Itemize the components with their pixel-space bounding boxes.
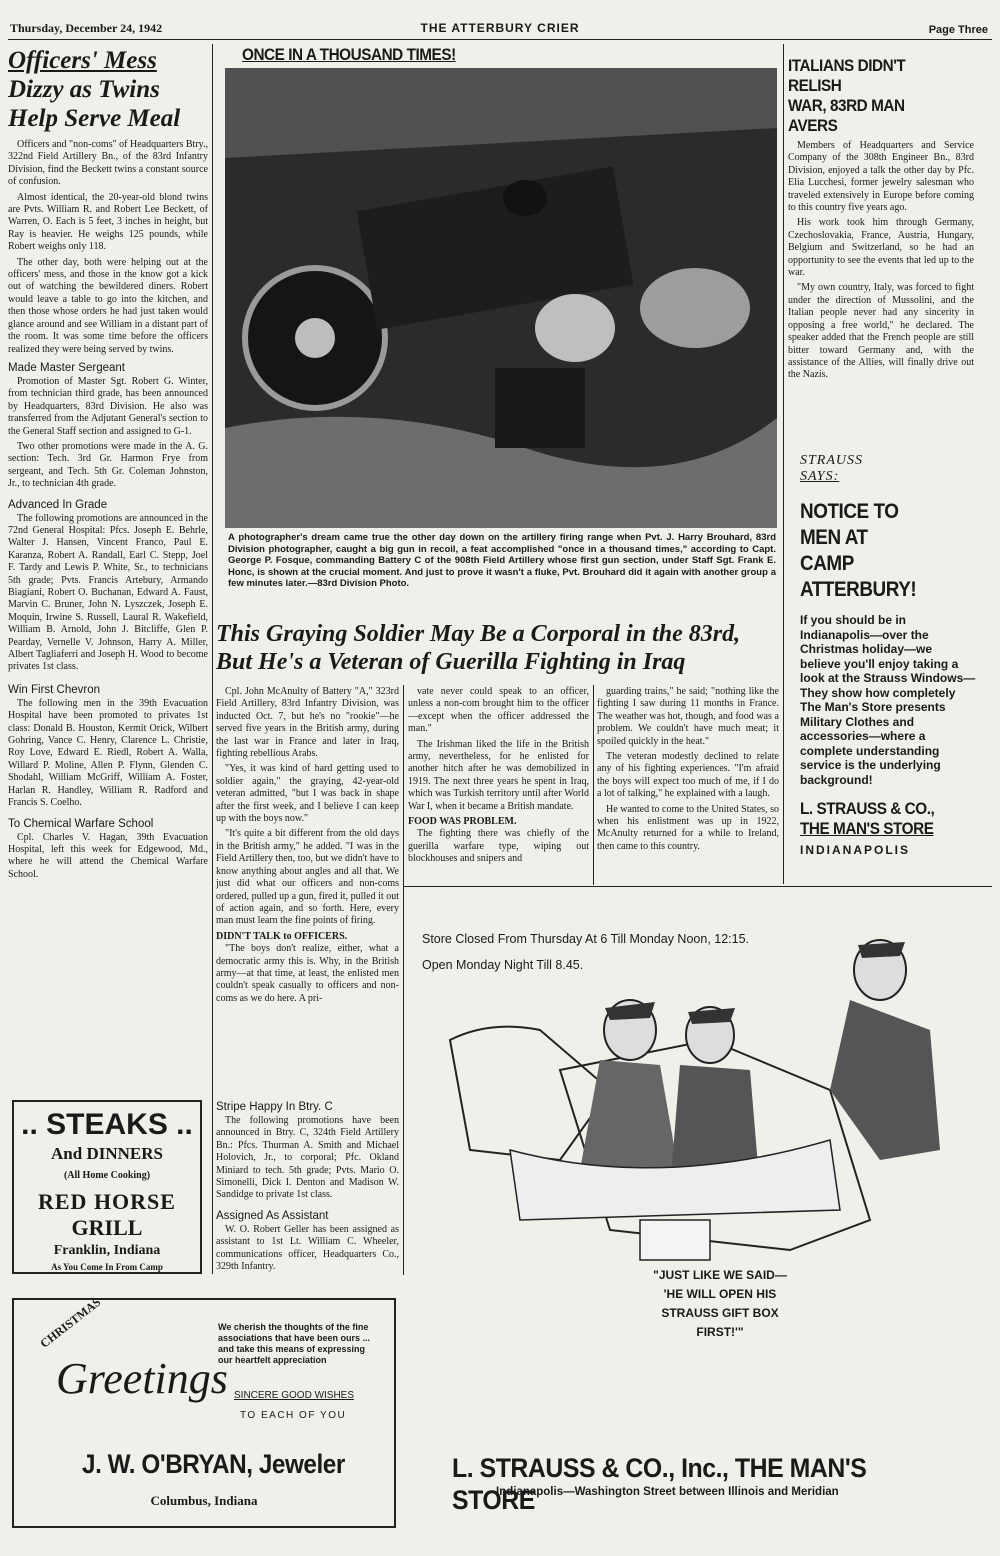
- headline-line: Help Serve Meal: [8, 105, 181, 132]
- chevron-story: [8, 698, 208, 810]
- christmas-label: CHRISTMAS: [37, 1294, 104, 1351]
- strauss-kicker: STRAUSS: [800, 453, 863, 468]
- chem-head: To Chemical Warfare School: [8, 817, 154, 830]
- steaks-ad: [12, 1100, 202, 1274]
- paragraph: The fighting there was chiefly of the guerilla warfare type, wiping out blockhouses and snipers and: [408, 828, 589, 865]
- officers-headline: [8, 46, 208, 133]
- italians-headline: [788, 56, 955, 136]
- iraq-headline: [216, 620, 786, 676]
- paragraph: The other day, both were helping out at the officers' mess, and those in the know got a kick out of watching the bewildered diners. Robert would leave a table to go into the kitchen, and then those whose orders he had just taken would glance around and see William in a distant part of the room. It was some time before the officers realized they were being served by twins.: [8, 256, 208, 355]
- rule-iraq-1: [403, 685, 404, 1275]
- photo-headline: ONCE IN A THOUSAND TIMES!: [242, 45, 456, 64]
- quote-line: "JUST LIKE WE SAID—: [653, 1268, 787, 1282]
- obryan-to-each: TO EACH OF YOU: [240, 1410, 347, 1421]
- rule-above-ad: [404, 886, 992, 887]
- headline-line: MEN AT: [800, 526, 868, 549]
- photo-caption: A photographer's dream came true the other day down on the artillery firing range when Pvt. J. Harry Brouhard, 83rd Division photographer, caught a big gun in recoil, a feat accomplished "once in a thousand times," according to Capt. George P. Fosque, commanding Battery C of the 908th Field Artillery whose first gun section, under Staff Sgt. Frank E. Honc, is shown at the crucial moment. And just to prove it wasn't a fluke, Pvt. Brouhard did it again with another group a few minutes later.—83rd Division Photo.: [228, 532, 776, 589]
- advanced-story: [8, 513, 208, 674]
- paragraph: The following men in the 39th Evacuation Hospital have been promoted to privates 1st class: Donald B. Houston, Kermit Orick, Wilbert Gohring, Vance C. Henry, Clarence L. Christie, Roy Love, Edward E. Riedl, Robert A. Walla, Willard P. Moline, Allen P. Flynn, Glenden C. Shodahl, William McGriff, William A. Foster, Harlan R. Handley, William R. Radford and Francis S. Coelho.: [8, 697, 208, 809]
- grill-tagline: As You Come In From Camp: [51, 1262, 163, 1272]
- stripe-story: [216, 1101, 399, 1276]
- soldiers-illustration: [410, 890, 992, 1310]
- headline-line: WAR, 83RD MAN AVERS: [788, 96, 905, 135]
- notice-headline: [800, 499, 958, 603]
- issue-date: Thursday, December 24, 1942: [10, 21, 163, 35]
- quote-line: FIRST!'": [696, 1325, 744, 1339]
- strauss-notice-body: If you should be in Indianapolis—over the Christmas holiday—we believe you'll enjoy taking a look at the Strauss Windows—They show how completely The Man's Store presents Military Clothes and accessories—where a complete understanding service is the underlying background!: [800, 613, 976, 787]
- paragraph: vate never could speak to an officer, unless a non-com brought him to the officer—except when the officer addressed the man.": [408, 686, 589, 735]
- paragraph: W. O. Robert Geller has been assigned as assistant to 1st Lt. William C. Wheeler, communications officer, Headquarters Co., 329th Infantry.: [216, 1223, 399, 1273]
- headline-line: THE MAN'S STORE: [800, 819, 934, 838]
- obryan-ad: [12, 1294, 396, 1528]
- strauss-quote: [590, 1266, 850, 1342]
- strauss-name: L. STRAUSS & CO., Inc., THE MAN'S STORE: [452, 1453, 867, 1515]
- grill-name-1: RED HORSE: [38, 1189, 176, 1214]
- steaks-title: .. STEAKS ..: [21, 1108, 193, 1141]
- headline-line: L. STRAUSS & CO.,: [800, 799, 935, 818]
- obryan-message: We cherish the thoughts of the fine associations that have been ours ... and take this means of expressing our heartfelt appreciation: [218, 1322, 371, 1365]
- steaks-home-cooking: (All Home Cooking): [63, 1170, 151, 1181]
- headline-line: CAMP ATTERBURY!: [800, 552, 917, 601]
- rule-col1: [212, 44, 213, 1274]
- rule-col-right: [783, 44, 784, 884]
- assigned-head: Assigned As Assistant: [216, 1209, 329, 1222]
- paragraph: Almost identical, the 20-year-old blond twins are Pvts. William R. and Robert Lee Beckett, of Warren, O. Each is 5 feet, 3 inches in height, but Ray is heavier. He weighs 125 pounds, while Robert weighs only 118.: [8, 191, 208, 253]
- rule-iraq-2: [593, 685, 594, 885]
- iraq-subhead-officers: DIDN'T TALK to OFFICERS.: [216, 930, 348, 942]
- page-number: Page Three: [928, 24, 988, 36]
- grill-name-2: GRILL: [71, 1215, 143, 1240]
- chevron-head: Win First Chevron: [8, 683, 101, 696]
- paragraph: The following promotions are announced in the 72nd General Hospital: Pfcs. Joseph E. Behrle, Walter J. Hansen, Vincent Franco, Paul E. Karanza, Robert A. Randall, Earl C. Stepp, Joel F. Tardy and Lewis P. White, Sr., to technicians 5th grade; Pvts. Francis Artebury, Armando Biagiani, Robert O. Buchanan, Edward A. Faust, Marvin C. Bruner, John N. Lyszczek, Joseph E. Moquin, Irwine S. Russell, Laural R. Wakefield, William B. Arnold, John J. Bitcliffe, Glen P. Pearday, Vernelle V. Johnson, Harry A. Miller, Albert Tagliaferri and Joseph H. Wood to become privates 1st class.: [8, 512, 208, 673]
- artillery-photo: [225, 68, 777, 528]
- stripe-head: Stripe Happy In Btry. C: [216, 1101, 333, 1113]
- paragraph: "My own country, Italy, was forced to fight under the direction of Mussolini, and the Italian people never had any sincerity in opposing a free world," he declared. The speaker added that the French people are still bitter toward Germany and, with the assistance of the Allies, will finally drive out the Nazis.: [788, 282, 974, 381]
- headline-line: Officers' Mess: [8, 47, 157, 74]
- officers-story: [8, 139, 208, 356]
- strauss-address: Indianapolis—Washington Street between Illinois and Meridian: [496, 1486, 839, 1498]
- paragraph: "Yes, it was kind of hard getting used to soldier again," the graying, 42-year-old veteran admitted, "but I was back in shape after the first week, and I believe I can keep up with the boys now.": [216, 763, 399, 825]
- paper-name: THE ATTERBURY CRIER: [420, 21, 580, 35]
- paragraph: He wanted to come to the United States, so when his enlistment was up in 1922, McAnulty returned for a while to Ireland, then came to this country.: [597, 803, 779, 852]
- grill-town: Franklin, Indiana: [53, 1243, 161, 1258]
- italians-body: [788, 140, 974, 382]
- strauss-ad: [410, 890, 992, 1339]
- paragraph: His work took him through Germany, Czechoslovakia, France, Austria, Hungary, Belgium and Switzerland, so he had an opportunity to see the events that led up to the war.: [788, 217, 974, 279]
- iraq-col-2: [408, 686, 589, 869]
- paragraph: Officers and "non-coms" of Headquarters Btry., 322nd Field Artillery Bn., of the 83rd Infantry Division, find the Beckett twins a constant source of confusion.: [8, 139, 208, 188]
- paragraph: Cpl. John McAnulty of Battery "A," 323rd Field Artillery, 83rd Infantry Division, was inducted Oct. 7, but he's no "rookie"—he served five years in the British army, during the last war in France and later in Iraq, fighting rebellious Arabs.: [216, 686, 399, 760]
- paragraph: "It's quite a bit different from the old days in the British army," he added. "I was in the Field Artillery then, too, but we didn't have to know anything about angles and all that. We just did what our officers and non-coms ordered, pulled up a gun, fired it, pulled it out of action again, and so forth. Here, every man must learn the fine points of firing.: [216, 828, 399, 927]
- paragraph: Members of Headquarters and Service Company of the 308th Engineer Bn., 83rd Division, enjoyed a talk the other day by Pfc. Elia Lucchesi, former jewelry salesman who traveled extensively in Europe before coming to this country five years ago.: [788, 140, 974, 214]
- paragraph: Cpl. Charles V. Hagan, 39th Evacuation Hospital, left this week for Edgewood, Md., where he will attend the Chemical Warfare School.: [8, 831, 208, 880]
- master-sergeant-head: Made Master Sergeant: [8, 361, 125, 374]
- advanced-head: Advanced In Grade: [8, 498, 108, 511]
- obryan-wishes: SINCERE GOOD WISHES: [234, 1390, 355, 1401]
- chem-story: [8, 832, 208, 882]
- paragraph: guarding trains," he said; "nothing like the fighting I saw during 11 months in France. The weather was hot, though, and food was a problem. We couldn't have much meat; it spoiled quickly in the heat.": [597, 686, 779, 747]
- obryan-name: J. W. O'BRYAN, Jeweler: [82, 1449, 345, 1479]
- headline-line: But He's a Veteran of Guerilla Fighting in Iraq: [216, 649, 686, 675]
- paragraph: Two other promotions were made in the A. G. section: Tech. 3rd Gr. Harmon Frye from sergeant, and Tech. 5th Gr. Coleman Johnston, Jr., to technician 4th grade.: [8, 440, 208, 490]
- iraq-subhead-food: FOOD WAS PROBLEM.: [408, 816, 517, 828]
- iraq-col-1: [216, 686, 399, 1008]
- artillery-scene: [225, 68, 777, 528]
- strauss-says: [800, 453, 976, 857]
- paragraph: Promotion of Master Sgt. Robert G. Winter, from technician third grade, has been announced by Headquarters, 83rd Division. He also was transferred from the Adjutant General's section to the General Staff section and assigned to G-1.: [8, 375, 208, 437]
- strauss-kicker-says: SAYS:: [800, 469, 840, 484]
- headline-line: NOTICE TO: [800, 500, 899, 523]
- paragraph: The following promotions have been announced in Btry. C, 324th Field Artillery Bn.: Pfcs. Thurman A. Smith and Michael Holovich, Jr., to corporal; Pfc. Okland Miniard to tech. 5th grade; Pvts. Mario O. Simonelli, Dick I. Denton and Madison W. Sandidge to private 1st class.: [216, 1115, 399, 1201]
- store-hours-2: Open Monday Night Till 8.45.: [422, 958, 584, 972]
- strauss-city: INDIANAPOLIS: [800, 843, 911, 857]
- store-hours-1: Store Closed From Thursday At 6 Till Monday Noon, 12:15.: [422, 932, 750, 946]
- headline-line: Dizzy as Twins: [8, 76, 160, 103]
- quote-line: 'HE WILL OPEN HIS: [663, 1287, 777, 1301]
- headline-line: This Graying Soldier May Be a Corporal in the 83rd,: [216, 621, 741, 647]
- headline-line: ITALIANS DIDN'T RELISH: [788, 56, 906, 95]
- obryan-town: Columbus, Indiana: [150, 1493, 258, 1508]
- steaks-dinners: And DINNERS: [51, 1144, 163, 1163]
- quote-line: STRAUSS GIFT BOX: [661, 1306, 779, 1320]
- masthead: [8, 18, 992, 40]
- paragraph: "The boys don't realize, either, what a democratic army this is. Why, in the British army—at that time, at least, the enlisted men couldn't speak casually to officers and non-coms as we do here. A pri-: [216, 943, 399, 1004]
- paragraph: The veteran modestly declined to relate any of his fighting experiences. "I'm afraid the boys will expect too much of me, if I do a lot of talking," he explained with a laugh.: [597, 751, 779, 800]
- master-sergeant-story: [8, 376, 208, 491]
- column-left: [8, 46, 208, 884]
- strauss-signature: [800, 799, 958, 839]
- greetings-script: Greetings: [56, 1354, 228, 1403]
- italians-story: [788, 56, 974, 385]
- iraq-col-3: [597, 686, 779, 856]
- paragraph: The Irishman liked the life in the British army, nevertheless, for he enlisted for another hitch after he was demobilized in 1919. The next three years he spent in Iraq, which was Turkish territory until after World War I, when it became a British mandate.: [408, 738, 589, 812]
